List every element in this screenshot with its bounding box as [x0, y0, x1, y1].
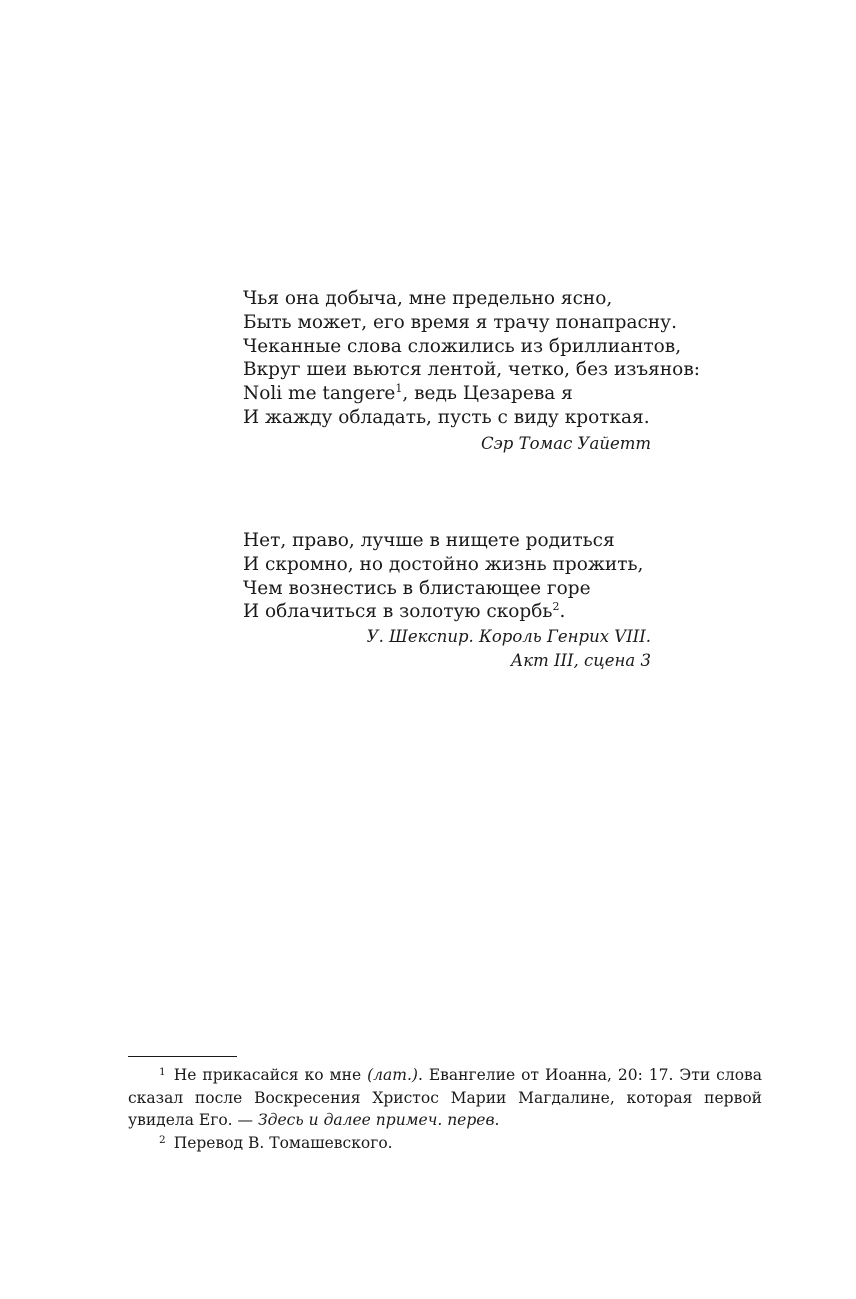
footnote-ref-1[interactable]: 1: [395, 382, 403, 396]
footnote-2: [128, 1132, 762, 1155]
verse-line: [243, 382, 651, 406]
verse-line: Нет, право, лучше в нищете родиться: [243, 530, 615, 551]
epigraph-shakespeare: [243, 529, 651, 672]
verse-line: И жажду обладать, пусть с виду кроткая.: [243, 406, 650, 428]
verse-line: Чеканные слова сложились из бриллиантов,: [243, 335, 682, 357]
verse-line-text: .: [559, 601, 566, 623]
verse-line: И скромно, но достойно жизнь прожить,: [243, 553, 644, 575]
epigraph-attribution-detail: Акт III, сцена 3: [510, 651, 651, 671]
verse-stanza: [243, 287, 700, 430]
footnote-ref-2[interactable]: 2: [552, 600, 560, 614]
epigraph-attribution: Сэр Томас Уайетт: [480, 433, 651, 453]
footnote-text-italic: (лат.): [367, 1066, 418, 1084]
footnotes: [128, 1064, 762, 1154]
verse-line-text: , ведь Цезарева я: [402, 383, 573, 405]
verse-line: Чья она добыча, мне предельно ясно,: [243, 288, 613, 309]
verse-stanza: [243, 529, 651, 624]
epigraph-attribution: У. Шекспир. Король Генрих VIII.: [366, 627, 651, 647]
verse-line: Вкруг шеи вьются лентой, четко, без изъянов:: [243, 359, 700, 381]
footnote-text: . Евангелие от Иоанна, 20: 17. Эти слова сказал после Воскресения Христос Марии Магдалине, которая первой увидела Его. —: [128, 1066, 763, 1129]
verse-line-text: И облачиться в золотую скорбь: [243, 601, 553, 623]
footnote-marker: 2: [159, 1133, 166, 1146]
verse-line-text: Noli me tangere: [243, 383, 396, 405]
verse-line: Быть может, его время я трачу понапрасну.: [243, 311, 677, 333]
footnote-marker: 1: [159, 1066, 166, 1078]
epigraph-wyatt: [243, 287, 700, 455]
footnote-text: Перевод В. Томашевского.: [173, 1133, 393, 1152]
footnote-1: [128, 1064, 762, 1132]
verse-line: [243, 600, 651, 624]
footnote-text: Не прикасайся ко мне: [173, 1066, 368, 1084]
footnote-text-italic: Здесь и далее примеч. перев.: [257, 1111, 500, 1129]
footnote-separator: [128, 1056, 237, 1057]
verse-line: Чем вознестись в блистающее горе: [243, 577, 591, 599]
